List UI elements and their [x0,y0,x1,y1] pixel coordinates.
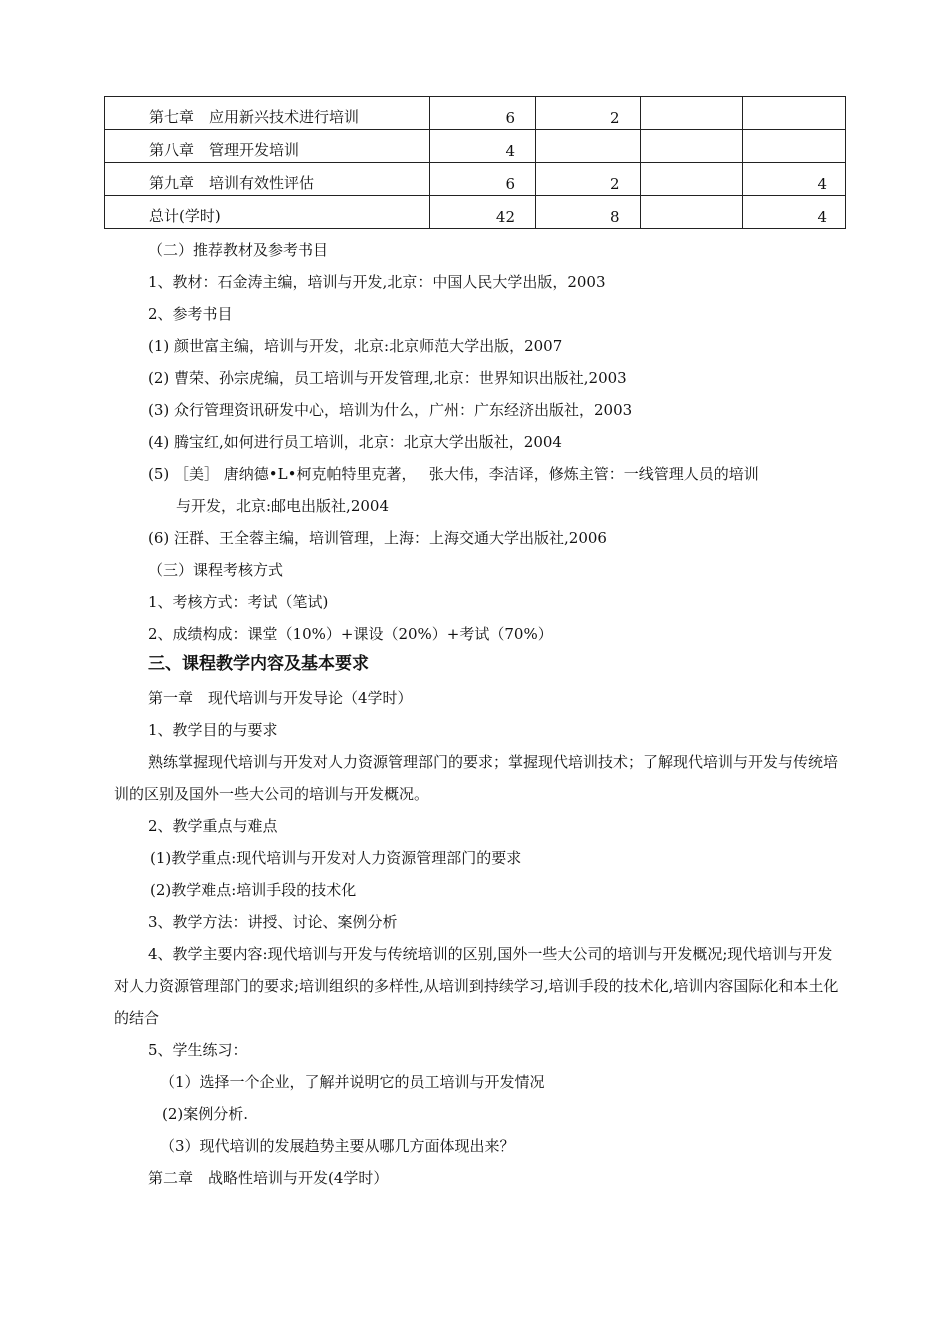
chapter-1-title: 第一章 现代培训与开发导论（4学时） [148,689,413,707]
hours-table-row [105,97,846,130]
textbook-item: 1、教材：石金涛主编，培训与开发,北京：中国人民大学出版，2003 [148,273,606,291]
exercise-2: (2)案例分析. [162,1105,249,1123]
reference-item-3: (3) 众行管理资讯研发中心，培训为什么，广州：广东经济出版社，2003 [148,401,633,419]
chapter-cell: 总计(学时) [105,196,430,229]
difficulty-point: (2)教学难点:培训手段的技术化 [150,881,357,899]
reference-item-5-line1: (5) ［美］ 唐纳德•L•柯克帕特里克著， 张大伟，李洁译，修炼主管：一线管理人员的培训 [148,465,759,483]
reference-item-6: (6) 汪群、王全蓉主编，培训管理，上海：上海交通大学出版社,2006 [148,529,607,547]
hours-table-row [105,130,846,163]
chapter-2-title: 第二章 战略性培训与开发(4学时） [148,1169,389,1187]
assessment-heading: （三）课程考核方式 [148,561,284,579]
teaching-content: 4、教学主要内容:现代培训与开发与传统培训的区别,国外一些大公司的培训与开发概况;现代培训与开发对人力资源管理部门的要求;培训组织的多样性,从培训到持续学习,培训手段的技术化,培训内容国际化和本土化的结合 [114,945,839,1027]
chapter-cell: 第七章 应用新兴技术进行培训 [105,97,430,130]
hours-cell-4: 4 [743,163,846,196]
reference-item-5-line2: 与开发，北京:邮电出版社,2004 [176,497,389,515]
section-3-heading: 三、课程教学内容及基本要求 [148,654,369,674]
hours-cell-4: 4 [743,196,846,229]
hours-cell-2: 2 [536,163,641,196]
hours-cell-3 [640,130,743,163]
hours-table-row [105,196,846,229]
goal-heading: 1、教学目的与要求 [148,721,278,739]
key-point: (1)教学重点:现代培训与开发对人力资源管理部门的要求 [150,849,522,867]
exercise-1: （1）选择一个企业，了解并说明它的员工培训与开发情况 [160,1073,545,1091]
exercise-3: （3）现代培训的发展趋势主要从哪几方面体现出来？ [160,1137,515,1155]
hours-cell-2: 2 [536,97,641,130]
hours-cell-2: 8 [536,196,641,229]
reference-heading: 2、参考书目 [148,305,233,323]
hours-cell-4 [743,97,846,130]
hours-cell-1: 6 [429,163,535,196]
hours-table-body [105,97,846,229]
assessment-grading: 2、成绩构成：课堂（10%）+课设（20%）+考试（70%） [148,625,553,643]
hours-cell-1: 4 [429,130,535,163]
teaching-method: 3、教学方法：讲授、讨论、案例分析 [148,913,398,931]
key-heading: 2、教学重点与难点 [148,817,278,835]
chapter-cell: 第九章 培训有效性评估 [105,163,430,196]
hours-cell-4 [743,130,846,163]
hours-cell-3 [640,196,743,229]
hours-cell-3 [640,163,743,196]
exercise-heading: 5、学生练习： [148,1041,248,1059]
hours-cell-1: 42 [429,196,535,229]
assessment-method: 1、考核方式：考试（笔试) [148,593,329,611]
hours-cell-2 [536,130,641,163]
hours-cell-3 [640,97,743,130]
hours-cell-1: 6 [429,97,535,130]
textbook-heading: （二）推荐教材及参考书目 [148,241,329,259]
goal-text: 熟练掌握现代培训与开发对人力资源管理部门的要求；掌握现代培训技术；了解现代培训与开发与传统培训的区别及国外一些大公司的培训与开发概况。 [114,753,839,803]
reference-item-4: (4) 腾宝红,如何进行员工培训，北京：北京大学出版社，2004 [148,433,562,451]
hours-table-row [105,163,846,196]
chapter-cell: 第八章 管理开发培训 [105,130,430,163]
hours-table [104,96,846,229]
reference-item-1: (1) 颜世富主编，培训与开发，北京:北京师范大学出版，2007 [148,337,563,355]
reference-item-2: (2) 曹荣、孙宗虎编，员工培训与开发管理,北京：世界知识出版社,2003 [148,369,627,387]
